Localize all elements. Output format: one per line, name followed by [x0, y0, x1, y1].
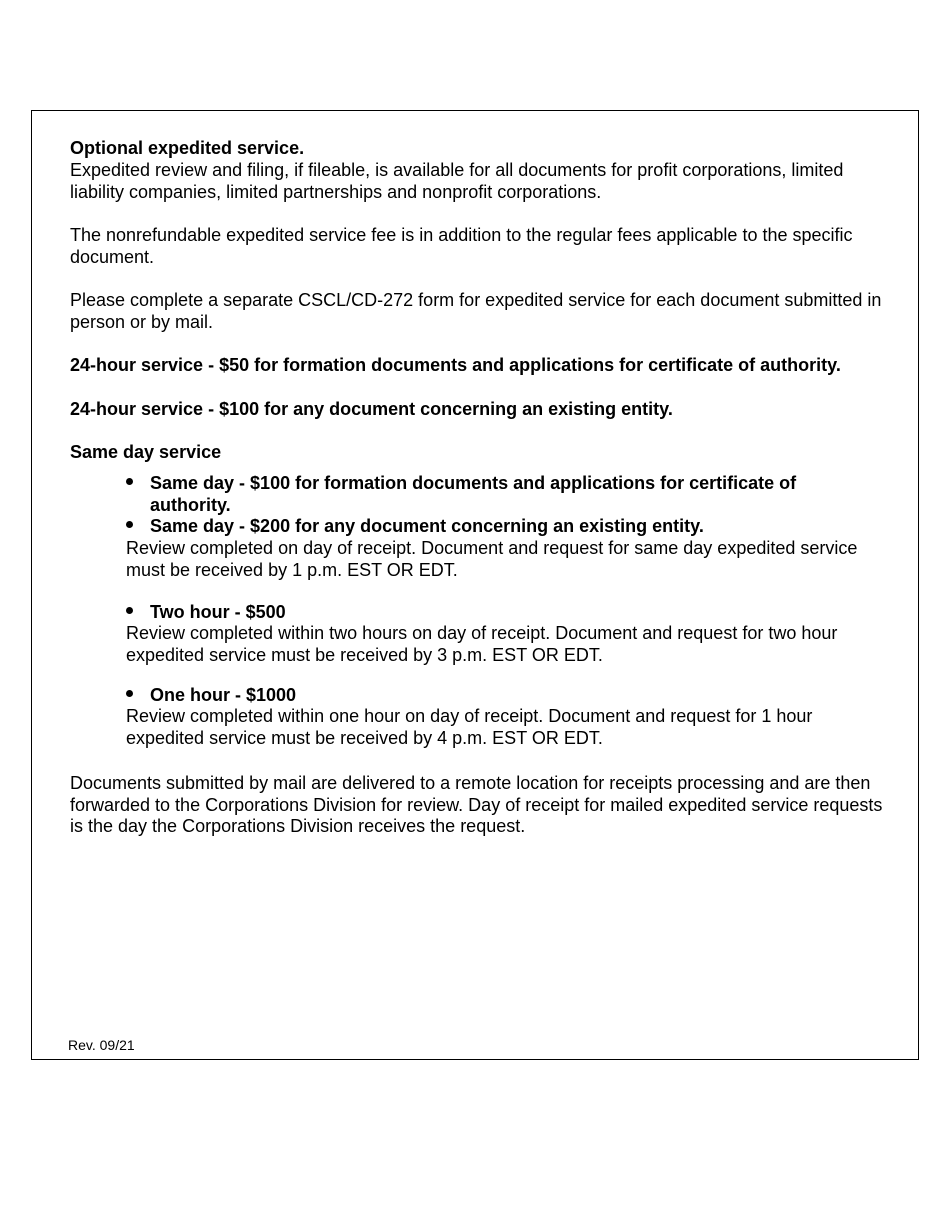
bullet-icon [126, 607, 133, 614]
list-item [126, 473, 846, 516]
list-item-label: Same day - $100 for formation documents and applications for certificate of authority. [150, 473, 797, 515]
revision-label: Rev. 09/21 [68, 1037, 135, 1053]
same-day-heading: Same day service [70, 442, 222, 462]
list-item [126, 516, 846, 538]
mail-note-paragraph: Documents submitted by mail are delivered to a remote location for receipts processing and are then forwarded to the Corporations Division for review. Day of receipt for mailed expedited service requests is the day the Corporations Division receives the request. [70, 773, 883, 836]
list-item-label: Two hour - $500 [150, 602, 286, 622]
two-hour-description: Review completed within two hours on day of receipt. Document and request for two hour expedited service must be received by 3 p.m. EST OR EDT. [126, 623, 838, 665]
service-24h-existing: 24-hour service - $100 for any document concerning an existing entity. [70, 399, 673, 419]
list-item-label: Same day - $200 for any document concerning an existing entity. [150, 516, 704, 536]
form-note-paragraph: Please complete a separate CSCL/CD-272 form for expedited service for each document submitted in person or by mail. [70, 290, 882, 332]
same-day-description: Review completed on day of receipt. Document and request for same day expedited service must be received by 1 p.m. EST OR EDT. [126, 538, 858, 580]
list-item [126, 685, 846, 707]
one-hour-description: Review completed within one hour on day of receipt. Document and request for 1 hour expedited service must be received by 4 p.m. EST OR EDT. [126, 706, 813, 748]
bullet-icon [126, 690, 133, 697]
fee-note-paragraph: The nonrefundable expedited service fee is in addition to the regular fees applicable to the specific document. [70, 225, 853, 267]
bullet-icon [126, 521, 133, 528]
bullet-icon [126, 478, 133, 485]
service-24h-formation: 24-hour service - $50 for formation documents and applications for certificate of authority. [70, 355, 841, 375]
list-item [126, 602, 846, 624]
intro-paragraph: Expedited review and filing, if fileable, is available for all documents for profit corporations, limited liability companies, limited partnerships and nonprofit corporations. [70, 160, 844, 202]
list-item-label: One hour - $1000 [150, 685, 297, 705]
section-heading: Optional expedited service. [70, 138, 305, 158]
